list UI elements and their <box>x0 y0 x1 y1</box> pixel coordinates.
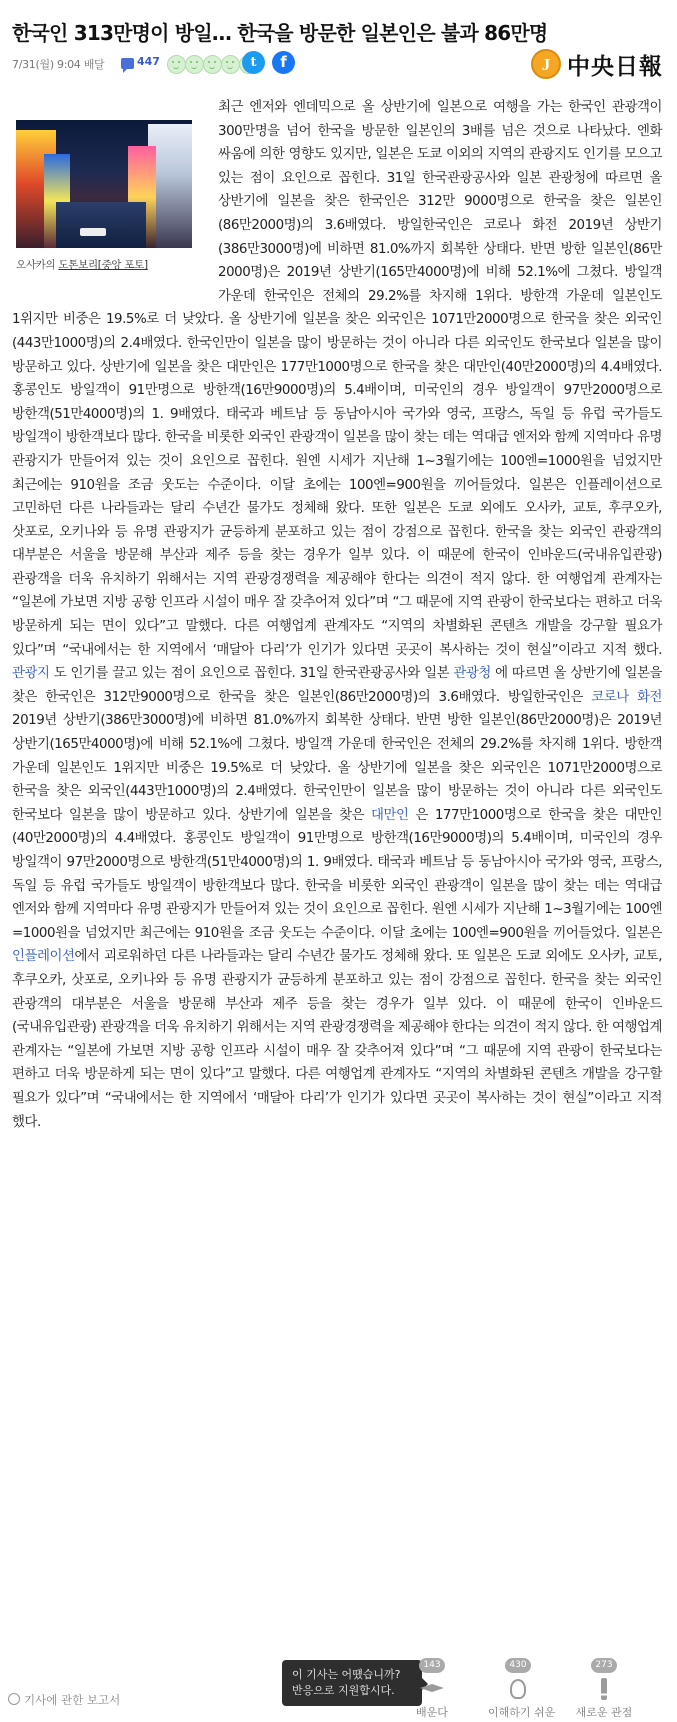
reaction-label: 이해하기 쉬운 <box>488 1706 556 1719</box>
smile-emoji-icon <box>167 55 186 74</box>
article-text: 에서 괴로워하던 다른 나라들과는 달리 수년간 물가도 정체해 왔다. 또 일본은 도쿄 외에도 오사카, 교토, 후쿠오카, 삿포로, 오키나와 등 유명 관광지가 균등하게 분포하고 있는 점이 강점으로 꼽힌다. 한국을 찾는 외국인 관광객의 대부분은 서울을 방문해 부산과 제주 등을 찾는 경우가 일부 있다. 이 때문에 한국이 인바운드(국내유입관광) 관광객을 더욱 유치하기 위해서는 지역 관광경쟁력을 제공해야 한다는 의견이 적지 않다. 한 여행업계 관계자는 “일본에 가보면 지방 공항 인프라 시설이 매우 잘 갖추어져 있다”며 “그 때문에 지역 관광이 한국보다는 편하고 더욱 방문하게 되는 면이 있다”고 말했다. 다른 여행업계 관계자도 “지역의 차별화된 콘텐츠 개발을 강구할 필요가 있다”며 “국내에서는 한 지역에서 ‘매달아 다리’가 인기가 있다면 곳곳이 복사하는 것이 현실”이라고 지적 했다. <box>12 949 662 1130</box>
article-text: 최근 엔저와 엔데믹으로 올 상반기에 일본으로 여행을 가는 한국인 관광객이 300만명을 넘어 한국을 방문한 일본인의 3배를 넘은 것으로 나타났다. 엔화 싸움에 의한 영향도 있지만, 일본은 도쿄 이외의 지역의 관광지도 인기를 모으고 있는 점이 요인으로 꼽힌다. 31일 한국관광공사와 일본 관광청에 따르면 올 상반기에 일본을 찾은 한국인은 312만 9000명으로 한국을 찾은 일본인(86만2000명)의 3.6배였다. 방일한국인은 코로나 화전 2019년 상반기(386만3000명)에 비하면 81.0%까지 회복한 상태다. 반면 방한 일본인(86만 2000명)은 2019년 상반기(165만4000명)에 비해 52.1%에 그쳤다. 방일객 가운데 한국인은 전체의 29.2%를 차지해 1위다. 방한객 가운데 일본인도 1위지만 비중은 19.5%로 더 낮았다. 올 상반기에 일본을 찾은 외국인은 1071만2000명으로 한국을 찾은 외국인(443만1000명)의 2.4배였다. 한국인만이 일본을 많이 방문하는 것이 아니라 다른 외국인도 한국보다 일본을 많이 방문하고 있다. 상반기에 일본을 찾은 대만인은 177만1000명으로 한국을 찾은 대만인(40만2000명)의 4.4배였다. 홍콩인도 방일객이 91만명으로 방한객(16만9000명)의 5.4배이며, 미국인의 경우 방일객이 97만2000명으로 방한객(51만4000명)의 1. 9배였다. 태국과 베트남 등 동남아시아 국가와 영국, 프랑스, 독일 등 유럽 국가들도 방일객이 방한객보다 많다. 한국을 비롯한 외국인 관광객이 일본을 많이 찾는 데는 역대급 엔저와 함께 지역마다 유명 관광지가 만들어져 있는 것이 요인으로 꼽힌다. 원엔 시세가 지난해 1~3월기에는 100엔=1000원을 넘었지만 최근에는 910원을 조금 웃도는 수준이다. 이달 초에는 100엔=900원을 끼어들었다. 일본은 인플레이션으로 고민하던 다른 나라들과는 달리 수년간 물가도 정체해 왔다. 또한 일본은 도쿄 외에도 오사카, 교토, 후쿠오카, 삿포로, 오키나와 등 유명 관광지가 균등하게 분포하고 있는 점이 강점으로 꼽힌다. 한국을 찾는 외국인 관광객의 대부분은 서울을 방문해 부산과 제주 등을 찾는 경우가 일부 있다. 이 때문에 한국이 인바운드(국내유입관광) 관광객을 더욱 유치하기 위해서는 지역 관광경쟁력을 제공해야 한다는 의견이 적지 않다. 한 여행업계 관계자는 “일본에 가보면 지방 공항 인프라 시설이 매우 잘 갖추어져 있다”며 “그 때문에 지역 관광이 한국보다는 편하고 더욱 방문하게 되는 면이 있다”고 말했다. 다른 여행업계 관계자도 “지역의 차별화된 콘텐츠 개발을 강구할 필요가 있다”며 “국내에서는 한 지역에서 ‘매달아 다리’가 인기가 있다면 곳곳이 복사하는 것이 현실”이라고 지적 했다. <box>12 100 662 658</box>
article-headline: 한국인 313만명이 방일… 한국을 방문한 일본인은 불과 86만명 <box>12 21 548 46</box>
caption-place-link[interactable]: 도톤보리 <box>58 259 98 271</box>
article-text: 에 따르면 올 상반기에 일본을 찾은 한국인은 312만9000명으로 한국을 찾은 일본인(86만2000명)의 3.6배였다. 방일한국인은 <box>12 666 663 705</box>
keyword-link-코로나[interactable]: 코로나 화전 <box>591 689 663 705</box>
article-meta <box>12 46 667 82</box>
photo-caption: 오사카의 도톤보리[중앙 포토] <box>16 259 148 271</box>
reaction-learned-button[interactable] <box>402 1652 462 1720</box>
reaction-count: 273 <box>591 1658 617 1673</box>
article-text: 은 177만1000명으로 한국을 찾은 대만인(40만2000명)의 4.4배였다. 홍콩인도 방일객이 91만명으로 방한객(16만9000명)의 5.4배이며, 미국인의 경우 방일객이 97만2000명으로 방한객(51만4000명)의 1. 9배였다. 태국과 베트남 등 동남아시아 국가와 영국, 프랑스, 독일 등 유럽 국가들도 방일객이 방한객보다 많다. 한국을 비롯한 외국인 관광객이 일본을 많이 찾는 데는 역대급 엔저와 함께 지역마다 유명 관광지가 만들어져 있는 것이 요인으로 꼽힌다. 원엔 시세가 지난해 1~3월기에는 100엔=1000원을 넘었지만 최근에는 910원을 조금 웃도는 수준이다. 이달 초에는 100엔=900원을 끼어들었다. 일본은 <box>12 807 663 941</box>
article-text: 도 인기를 끌고 있는 점이 요인으로 꼽힌다. 31일 한국관광공사와 일본 <box>49 666 454 682</box>
smile-emoji-icon <box>221 55 240 74</box>
comment-icon[interactable] <box>121 58 134 69</box>
lightbulb-icon <box>510 1679 526 1699</box>
article-photo[interactable] <box>16 120 192 248</box>
reaction-easy-button[interactable] <box>488 1652 556 1720</box>
keyword-link-인플레이션[interactable]: 인플레이션 <box>12 949 75 965</box>
exclamation-icon <box>601 1678 607 1700</box>
twitter-share-icon[interactable]: t <box>242 51 265 74</box>
keyword-link-관광지[interactable]: 관광지 <box>12 666 50 682</box>
joongang-logo[interactable] <box>531 46 663 82</box>
reaction-new-perspective-button[interactable] <box>574 1652 634 1720</box>
publish-date: 7/31(월) 9:04 배달 <box>12 58 105 71</box>
article-photo-figure <box>12 96 208 302</box>
reaction-label: 배운다 <box>416 1706 448 1719</box>
logo-emblem: J <box>531 49 561 79</box>
article-body <box>12 96 662 1134</box>
facebook-share-icon[interactable]: f <box>272 51 295 74</box>
reaction-label: 새로운 관점 <box>575 1706 633 1719</box>
keyword-link-대만인[interactable]: 대만인 <box>371 807 409 823</box>
graduation-cap-icon <box>420 1684 444 1694</box>
reaction-tooltip: 이 기사는 어떘습니까? 반응으로 지원합시다. <box>282 1660 422 1706</box>
reaction-count: 430 <box>505 1658 531 1673</box>
logo-text: 中央日報 <box>567 52 663 80</box>
keyword-link-관광청[interactable]: 관광청 <box>453 666 491 682</box>
smile-emoji-icon <box>185 55 204 74</box>
smile-emoji-icon <box>203 55 222 74</box>
comment-count[interactable]: 447 <box>137 55 160 68</box>
article-footer <box>0 1648 677 1722</box>
caption-credit-link[interactable]: [중앙 포토] <box>97 259 148 271</box>
report-article-link[interactable]: 기사에 관한 보고서 <box>8 1692 120 1708</box>
article-text: 2019년 상반기(386만3000명)에 비하면 81.0%까지 회복한 상태다. 반면 방한 일본인(86만2000명)은 2019년 상반기(165만4000명)에 비해 52.1%에 그쳤다. 방일객 가운데 한국인은 전체의 29.2%를 차지해 1위다. 방한객 가운데 일본인도 1위지만 비중은 19.5%로 더 낮았다. 올 상반기에 일본을 찾은 외국인은 1071만2000명으로 한국을 찾은 외국인(443만1000명)의 2.4배였다. 한국인만이 일본을 많이 방문하는 것이 아니라 다른 외국인도 한국보다 일본을 많이 방문하고 있다. 상반기에 일본을 찾은 <box>12 713 662 823</box>
reaction-count: 143 <box>419 1658 445 1673</box>
report-icon <box>8 1693 20 1705</box>
